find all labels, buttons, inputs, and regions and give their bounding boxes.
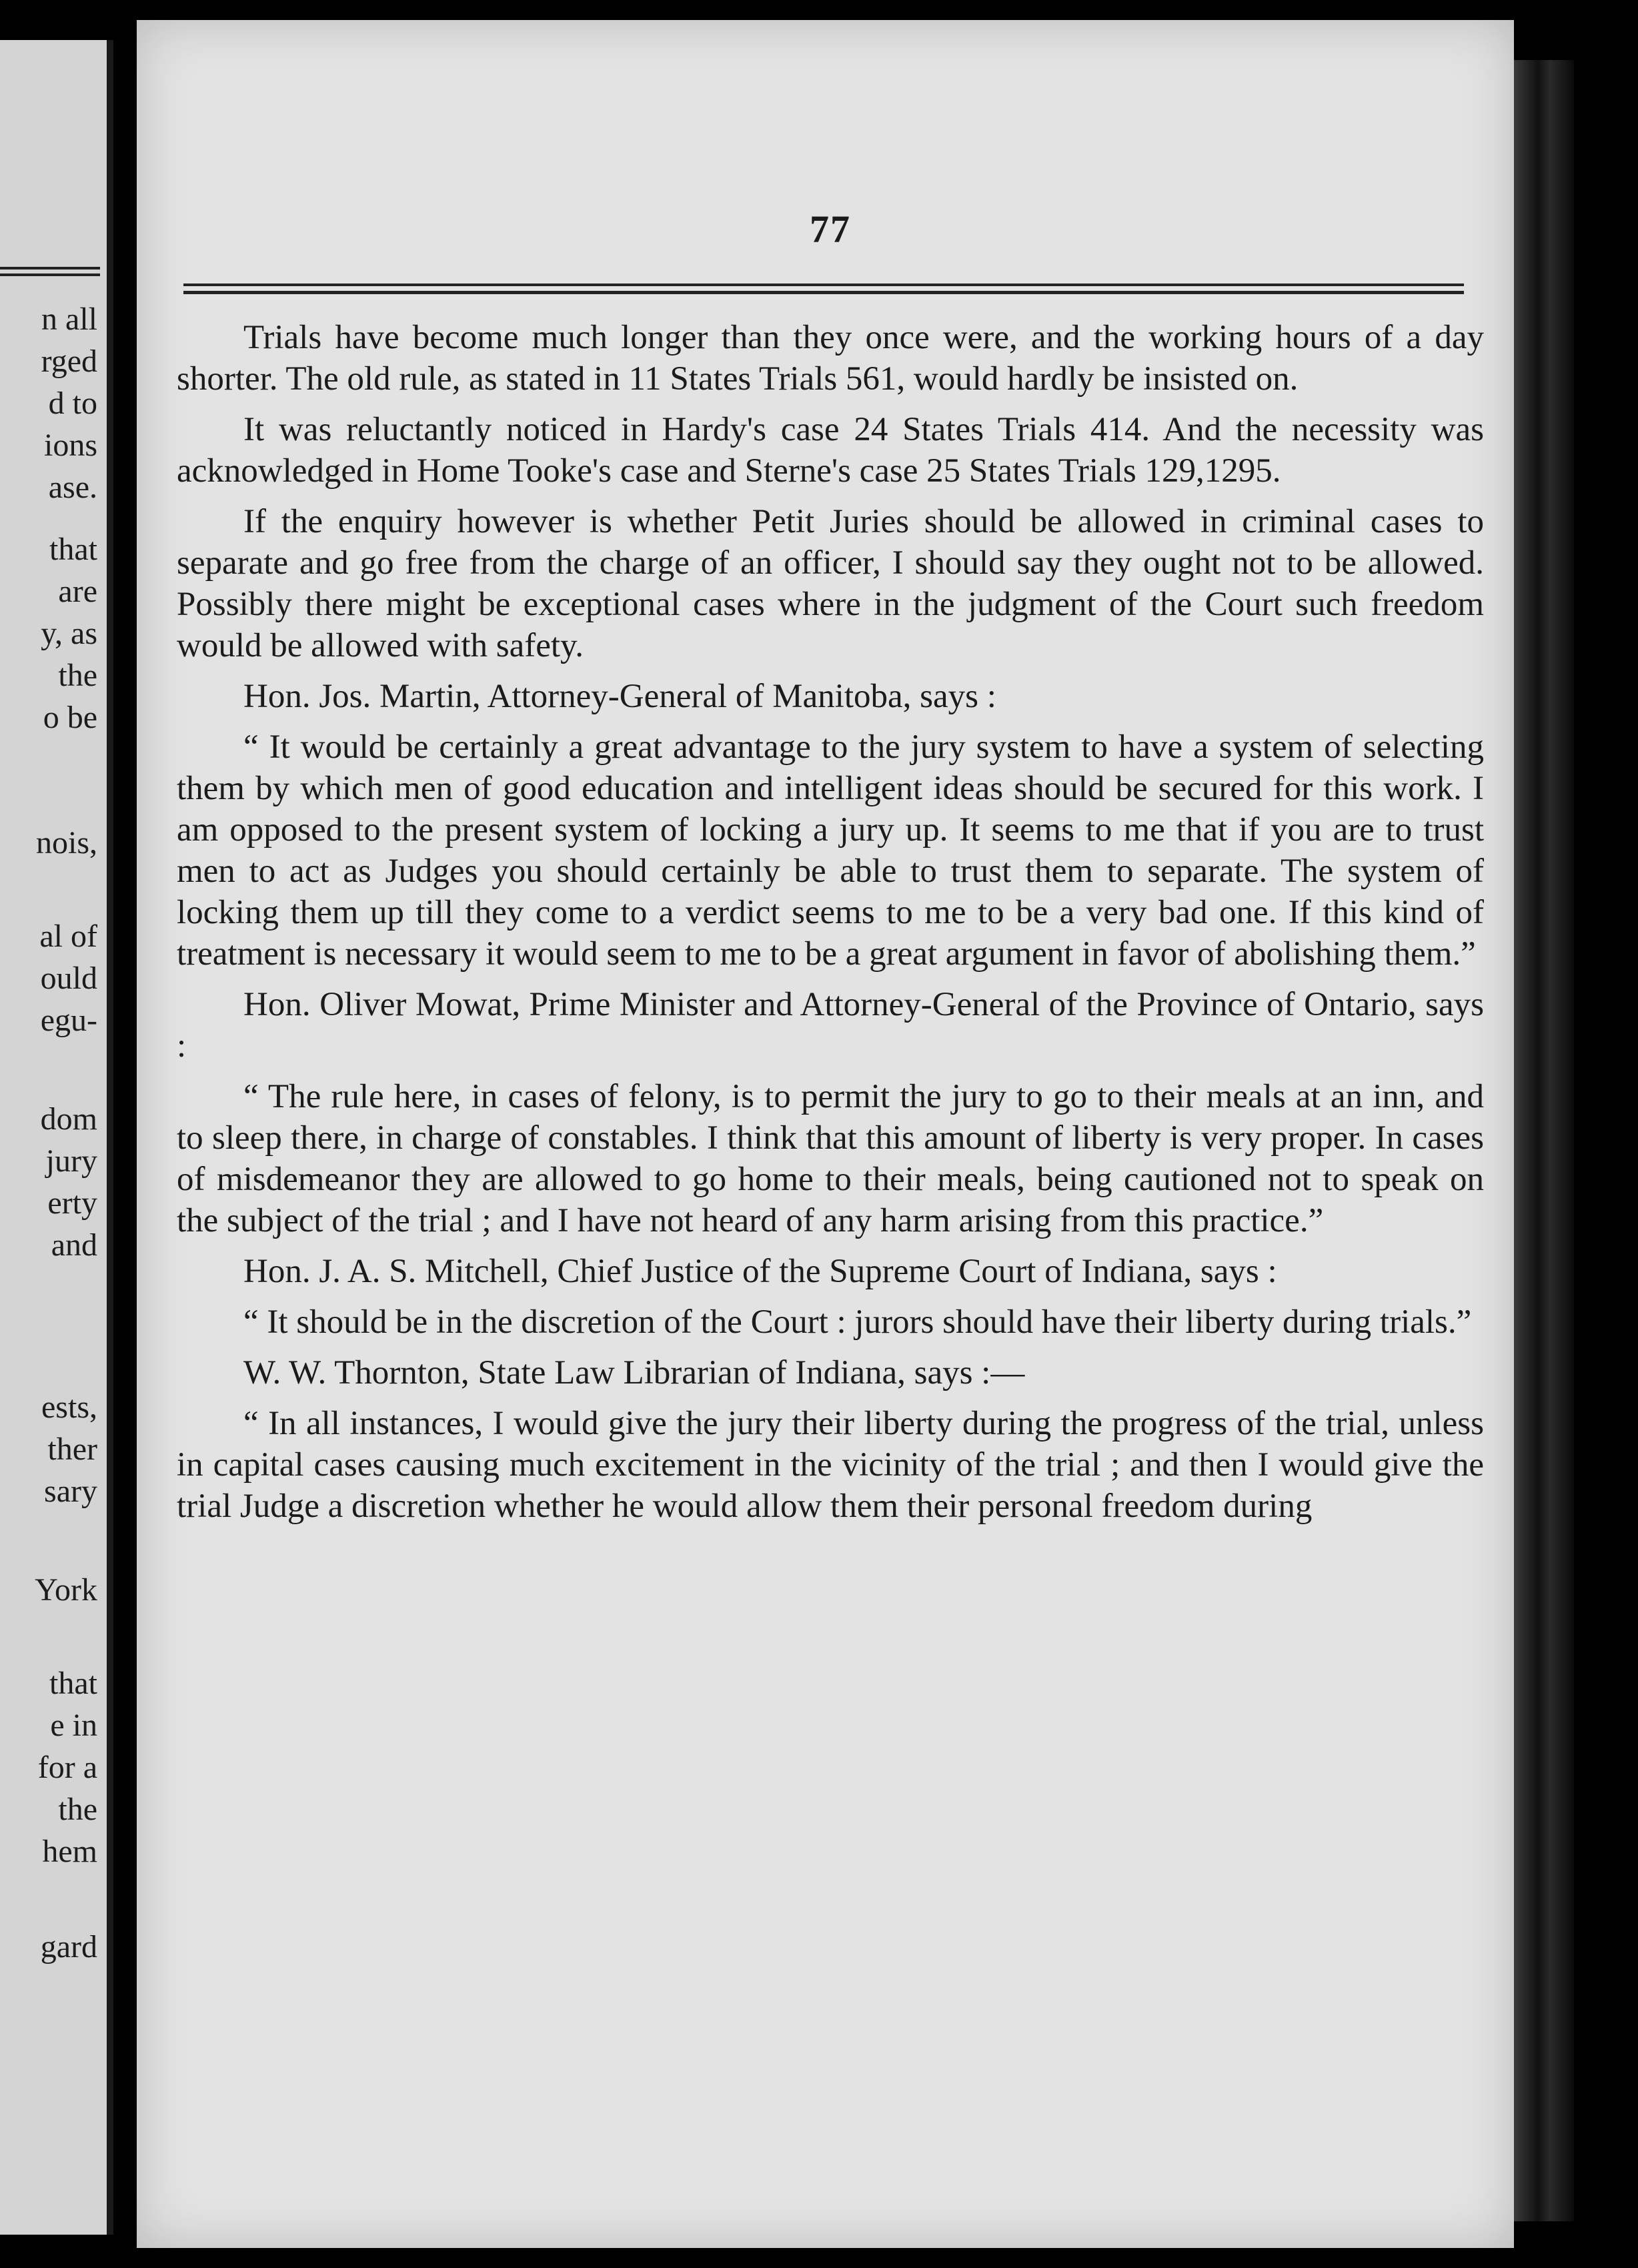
- left-line: gard: [40, 1929, 97, 1964]
- left-line: y, as: [41, 616, 97, 651]
- page-number: 77: [810, 207, 851, 251]
- left-line: nois,: [35, 825, 97, 861]
- left-line: ions: [43, 428, 97, 463]
- left-line: ests,: [41, 1389, 97, 1425]
- speaker-line: W. W. Thornton, State Law Librarian of Indiana, says :—: [243, 1354, 1025, 1391]
- left-line: that: [49, 532, 97, 567]
- quotation: “ The rule here, in cases of felony, is to permit the jury to go to their meals at an inn, and to sleep there, in charge of constables. I think that this amount of liberty is very proper. In cases of misdemeanor they are allowed to go home to their meals, being cautioned not to speak on the subject of the trial ; and I have not heard of any harm arising from this practice.”: [177, 1078, 1484, 1239]
- left-line: erty: [47, 1185, 97, 1221]
- left-line: that: [49, 1666, 97, 1701]
- left-line: York: [35, 1572, 97, 1608]
- left-line: are: [58, 574, 97, 609]
- left-line: sary: [44, 1474, 97, 1509]
- speaker-line: Hon. J. A. S. Mitchell, Chief Justice of the Supreme Court of Indiana, says :: [243, 1253, 1277, 1290]
- left-page-fragment: [0, 40, 113, 2235]
- left-page-text: [0, 40, 97, 2235]
- quotation: “ It would be certainly a great advantage to the jury system to have a system of selecting them by which men of good education and intelligent ideas should be secured for this work. I am opposed to the present system of locking a jury up. It seems to me that if you are to trust men to act as Judges you should certainly be able to trust them to separate. The system of locking them up till they come to a verdict seems to me to be a very bad one. If this kind of treatment is necessary it would seem to me to be a great argument in favor of abolishing them.”: [177, 728, 1484, 973]
- left-line: hem: [42, 1834, 97, 1869]
- page-content: [177, 20, 1484, 2248]
- book-edge: [1514, 60, 1574, 2221]
- quotation: “ In all instances, I would give the jury their liberty during the progress of the trial, unless in capital cases causing much excitement in the vicinity of the trial ; and then I would give the trial Judge a discretion whether he would allow them their personal freedom during: [177, 1405, 1484, 1525]
- left-line: n all: [41, 302, 97, 337]
- left-line: ase.: [48, 470, 97, 505]
- left-line: d to: [48, 386, 97, 421]
- paragraph: If the enquiry however is whether Petit Juries should be allowed in criminal cases to separate and go free from the charge of an officer, I should say they ought not to be allowed. Possibly there might be exceptional cases where in the judgment of the Court such freedom would be allowed with safety.: [177, 503, 1484, 664]
- left-line: the: [58, 1792, 97, 1827]
- body-text: [177, 317, 1484, 1536]
- left-line: the: [58, 658, 97, 693]
- book-page: [137, 20, 1514, 2248]
- speaker-line: Hon. Oliver Mowat, Prime Minister and Attorney-General of the Province of Ontario, says :: [177, 986, 1484, 1065]
- left-line: egu-: [40, 1003, 97, 1038]
- left-line: and: [51, 1227, 97, 1263]
- left-line: jury: [45, 1143, 97, 1179]
- left-line: o be: [43, 700, 97, 735]
- left-line: e in: [50, 1708, 97, 1743]
- left-line: ther: [47, 1432, 97, 1467]
- paragraph: Trials have become much longer than they once were, and the working hours of a day shorter. The old rule, as stated in 11 States Trials 561, would hardly be insisted on.: [177, 319, 1484, 398]
- left-line: al of: [39, 919, 97, 954]
- left-line: rged: [41, 344, 97, 379]
- quotation: “ It should be in the discretion of the Court : jurors should have their liberty during trials.”: [243, 1303, 1472, 1341]
- left-line: ould: [40, 961, 97, 996]
- left-line: for a: [37, 1750, 97, 1785]
- speaker-line: Hon. Jos. Martin, Attorney-General of Manitoba, says :: [243, 678, 996, 715]
- header-rule: [183, 284, 1464, 294]
- left-line: dom: [40, 1101, 97, 1137]
- paragraph: It was reluctantly noticed in Hardy's case 24 States Trials 414. And the necessity was acknowledged in Home Tooke's case and Sterne's case 25 States Trials 129,1295.: [177, 411, 1484, 490]
